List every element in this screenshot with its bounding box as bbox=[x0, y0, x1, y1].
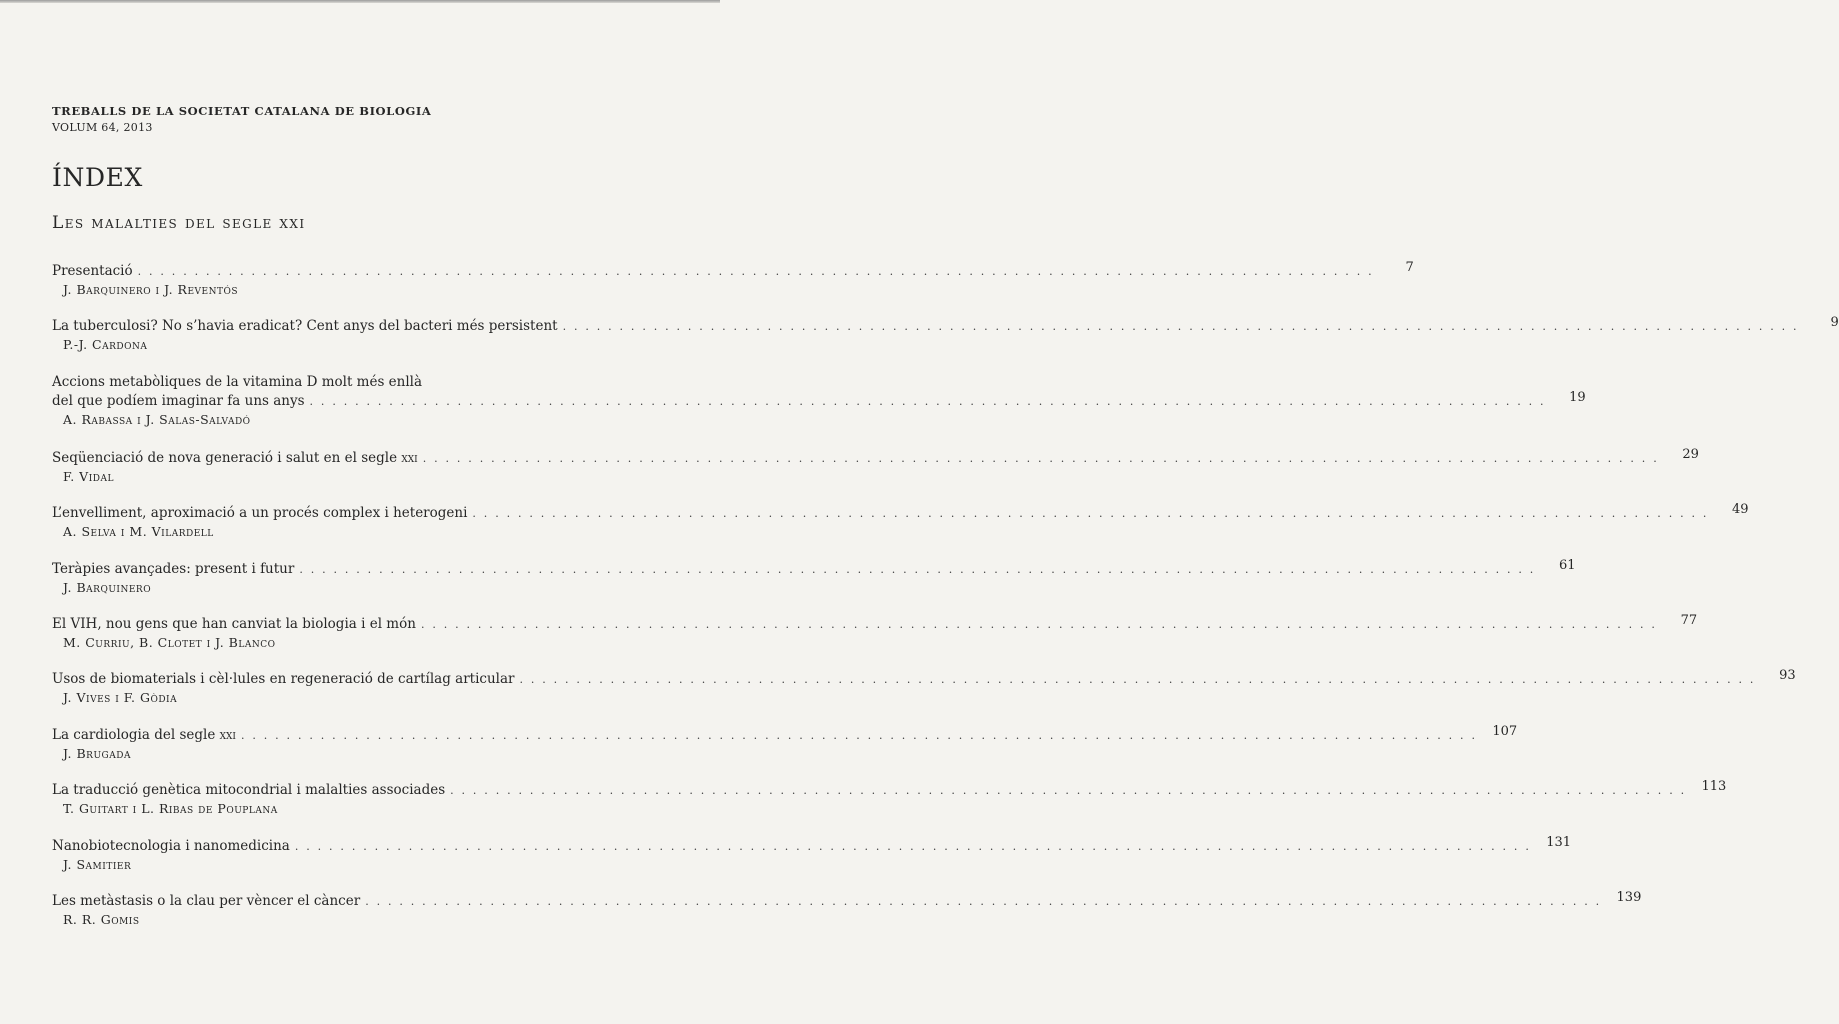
toc-entry-biomaterials bbox=[52, 668, 1796, 725]
entry-page-number: 77 bbox=[1680, 612, 1698, 628]
journal-header bbox=[52, 104, 672, 135]
entry-page-number: 107 bbox=[1492, 723, 1518, 739]
entry-authors: A. Rabassa i J. Salas-Salvadó bbox=[63, 411, 251, 427]
entry-page-number: 9 bbox=[1830, 315, 1839, 331]
entry-page-number: 131 bbox=[1546, 834, 1572, 850]
entry-authors: J. Barquinero i J. Reventós bbox=[63, 282, 239, 297]
entry-page-number: 29 bbox=[1682, 446, 1699, 462]
dot-leader: . . . . . . . . . . . . . . . . . . . . . . . . . . . . . . . . . . . . . . . . . . . . . . . . . . . . . . . . . . . . . . . . . . . . . . . . . . . . . . . . . . . . . . . . . . . . . . . . . . . . . . . . . . . . . bbox=[420, 617, 1658, 631]
entry-authors: M. Curriu, B. Clotet i J. Blanco bbox=[63, 634, 276, 650]
toc-entry-terapies bbox=[52, 557, 1576, 615]
entry-authors: P.-J. Cardona bbox=[63, 337, 148, 353]
toc-entry-traduccio bbox=[52, 779, 1727, 836]
toc-entry-nanobiotecnologia bbox=[52, 834, 1572, 892]
entry-page-number: 139 bbox=[1616, 889, 1642, 905]
entry-title: El VIH, nou gens que han canviat la biologia i el món bbox=[52, 615, 416, 632]
entry-title-line-1: Accions metabòliques de la vitamina D molt més enllà bbox=[52, 373, 423, 390]
entry-page-number: 7 bbox=[1405, 260, 1414, 275]
entry-page-number: 61 bbox=[1558, 557, 1576, 573]
toc-entry-sequenciacio bbox=[52, 446, 1699, 504]
toc-entry-envelliment bbox=[52, 502, 1749, 559]
journal-name: TREBALLS DE LA SOCIETAT CATALANA DE BIOLOGIA bbox=[52, 104, 432, 118]
entry-title: Nanobiotecnologia i nanomedicina bbox=[52, 837, 290, 854]
entry-authors: J. Samitier bbox=[63, 856, 132, 872]
dot-leader: . . . . . . . . . . . . . . . . . . . . . . . . . . . . . . . . . . . . . . . . . . . . . . . . . . . . . . . . . . . . . . . . . . . . . . . . . . . . . . . . . . . . . . . . . . . . . . . . . . . . . . . . . . . . . bbox=[309, 394, 1546, 408]
dot-leader: . . . . . . . . . . . . . . . . . . . . . . . . . . . . . . . . . . . . . . . . . . . . . . . . . . . . . . . . . . . . . . . . . . . . . . . . . . . . . . . . . . . . . . . . . . . . . . . . . . . . . . . . . . . . . bbox=[240, 728, 1478, 742]
entry-title: Teràpies avançades: present i futur bbox=[52, 560, 295, 577]
entry-title bbox=[52, 449, 418, 468]
toc-entry-metastasis bbox=[52, 889, 1642, 947]
toc-entry-presentacio bbox=[52, 260, 1414, 317]
dot-leader: . . . . . . . . . . . . . . . . . . . . . . . . . . . . . . . . . . . . . . . . . . . . . . . . . . . . . . . . . . . . . . . . . . . . . . . . . . . . . . . . . . . . . . . . . . . . . . . . . . . . . . . . . . . . . bbox=[137, 265, 1374, 278]
entry-title-text: La cardiologia del segle bbox=[52, 726, 216, 743]
dot-leader: . . . . . . . . . . . . . . . . . . . . . . . . . . . . . . . . . . . . . . . . . . . . . . . . . . . . . . . . . . . . . . . . . . . . . . . . . . . . . . . . . . . . . . . . . . . . . . . . . . . . . . . . . . . . . bbox=[562, 320, 1799, 334]
entry-authors: J. Brugada bbox=[63, 745, 131, 761]
entry-page-number: 113 bbox=[1701, 779, 1727, 795]
toc-entry-vitamina-d bbox=[52, 373, 1586, 449]
entry-page-number: 19 bbox=[1569, 389, 1586, 405]
entry-title-line-2: del que podíem imaginar fa uns anys bbox=[52, 392, 305, 409]
entry-title: Presentació bbox=[52, 263, 133, 279]
dot-leader: . . . . . . . . . . . . . . . . . . . . . . . . . . . . . . . . . . . . . . . . . . . . . . . . . . . . . . . . . . . . . . . . . . . . . . . . . . . . . . . . . . . . . . . . . . . . . . . . . . . . . . . . . . . . . bbox=[519, 673, 1756, 687]
entry-title: La tuberculosi? No s’havia eradicat? Cent anys del bacteri més persistent bbox=[52, 318, 558, 335]
entry-authors: J. Vives i F. Gòdia bbox=[63, 690, 178, 706]
entry-title-text: Seqüenciació de nova generació i salut en el segle bbox=[52, 449, 398, 466]
dot-leader: . . . . . . . . . . . . . . . . . . . . . . . . . . . . . . . . . . . . . . . . . . . . . . . . . . . . . . . . . . . . . . . . . . . . . . . . . . . . . . . . . . . . . . . . . . . . . . . . . . . . . . . . . . . . . bbox=[450, 784, 1687, 798]
entry-title: La traducció genètica mitocondrial i malalties associades bbox=[52, 782, 446, 799]
toc-entry-vih bbox=[52, 612, 1698, 670]
entry-authors: T. Guitart i L. Ribas de Pouplana bbox=[63, 801, 278, 817]
entry-title-century: xxi bbox=[401, 449, 418, 466]
entry-authors: J. Barquinero bbox=[63, 579, 152, 595]
dot-leader: . . . . . . . . . . . . . . . . . . . . . . . . . . . . . . . . . . . . . . . . . . . . . . . . . . . . . . . . . . . . . . . . . . . . . . . . . . . . . . . . . . . . . . . . . . . . . . . . . . . . . . . . . . . . . bbox=[422, 451, 1659, 465]
scan-edge bbox=[0, 0, 720, 3]
entry-page-number: 93 bbox=[1779, 668, 1796, 684]
entry-title bbox=[52, 726, 236, 745]
entry-title: L’envelliment, aproximació a un procés complex i heterogeni bbox=[52, 505, 468, 522]
entry-page-number: 49 bbox=[1732, 502, 1749, 518]
dot-leader: . . . . . . . . . . . . . . . . . . . . . . . . . . . . . . . . . . . . . . . . . . . . . . . . . . . . . . . . . . . . . . . . . . . . . . . . . . . . . . . . . . . . . . . . . . . . . . . . . . . . . . . . . . . . . bbox=[472, 507, 1709, 521]
entry-authors: F. Vidal bbox=[63, 468, 114, 484]
section-title: Les malalties del segle xxi bbox=[52, 213, 306, 233]
journal-volume: VOLUM 64, 2013 bbox=[52, 121, 153, 134]
dot-leader: . . . . . . . . . . . . . . . . . . . . . . . . . . . . . . . . . . . . . . . . . . . . . . . . . . . . . . . . . . . . . . . . . . . . . . . . . . . . . . . . . . . . . . . . . . . . . . . . . . . . . . . . . . . . . bbox=[294, 839, 1532, 853]
entry-authors: A. Selva i M. Vilardell bbox=[63, 524, 214, 540]
toc-entry-tuberculosi bbox=[52, 315, 1839, 372]
entry-title: Usos de biomaterials i cèl·lules en regeneració de cartílag articular bbox=[52, 671, 515, 688]
toc-entry-cardiologia bbox=[52, 723, 1518, 781]
dot-leader: . . . . . . . . . . . . . . . . . . . . . . . . . . . . . . . . . . . . . . . . . . . . . . . . . . . . . . . . . . . . . . . . . . . . . . . . . . . . . . . . . . . . . . . . . . . . . . . . . . . . . . . . . . . . . bbox=[365, 894, 1602, 908]
index-title: ÍNDEX bbox=[52, 163, 143, 192]
dot-leader: . . . . . . . . . . . . . . . . . . . . . . . . . . . . . . . . . . . . . . . . . . . . . . . . . . . . . . . . . . . . . . . . . . . . . . . . . . . . . . . . . . . . . . . . . . . . . . . . . . . . . . . . . . . . . bbox=[299, 562, 1536, 576]
toc-list bbox=[52, 260, 1839, 947]
entry-title: Les metàstasis o la clau per vèncer el càncer bbox=[52, 892, 361, 909]
entry-authors: R. R. Gomis bbox=[63, 911, 140, 927]
entry-title-century: xxi bbox=[219, 726, 236, 743]
